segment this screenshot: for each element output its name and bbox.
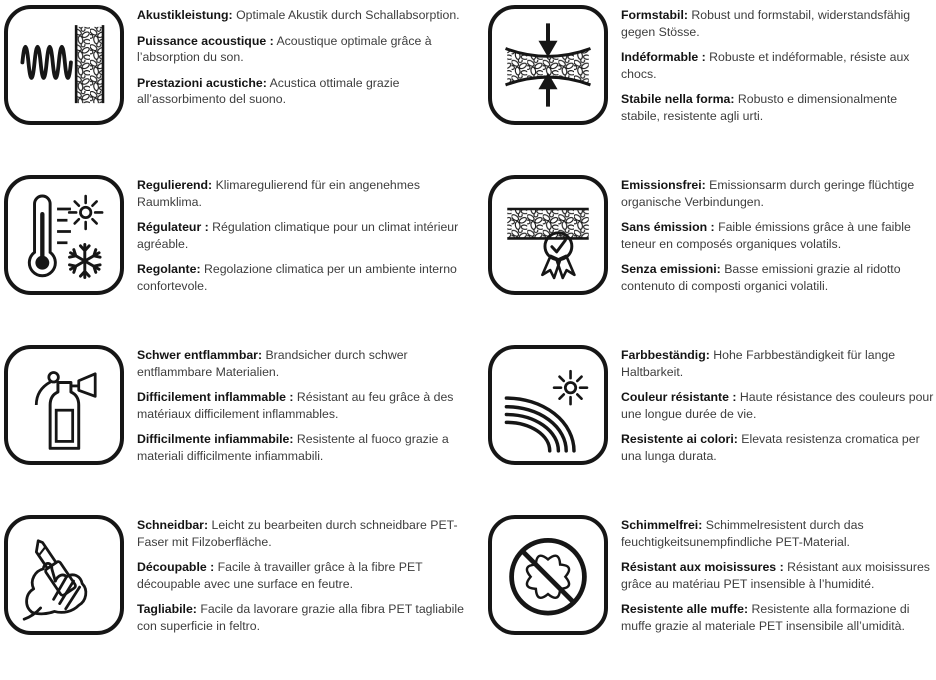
- feature-text-de: Regulierend: Klimaregulierend für ein angenehmes Raumklima.: [137, 178, 420, 209]
- feature-text-fr: Régulateur : Régulation climatique pour un climat intérieur agréable.: [137, 220, 459, 251]
- feature-label: Régulateur :: [137, 220, 209, 234]
- feature-label: Couleur résistante :: [621, 390, 737, 404]
- no-mold-icon: [488, 515, 608, 635]
- feature-card-shape-stable: [468, 0, 936, 170]
- hand-cutter-icon: [4, 515, 124, 635]
- feature-label: Sans émission :: [621, 220, 715, 234]
- feature-text-fr: Indéformable : Robuste et indéformable, résiste aux chocs.: [621, 50, 910, 81]
- feature-label: Indéformable :: [621, 50, 706, 64]
- feature-texts: [621, 175, 936, 303]
- feature-text-de: Farbbeständig: Hohe Farbbeständigkeit für lange Haltbarkeit.: [621, 348, 896, 379]
- thermometer-icon: [29, 196, 71, 276]
- feature-texts: [137, 345, 468, 473]
- sound-absorption-icon: [4, 5, 124, 125]
- feature-text-fr: Puissance acoustique : Acoustique optimale grâce à l’absorption du son.: [137, 33, 432, 64]
- feature-text-fr: Couleur résistante : Haute résistance des couleurs pour une longue durée de vie.: [621, 390, 934, 421]
- feature-card-cuttable: [0, 510, 468, 680]
- feature-text-it: Resistente ai colori: Elevata resistenza cromatica per una lunga durata.: [621, 432, 920, 463]
- fire-extinguisher-icon: [4, 345, 124, 465]
- feature-text-it: Stabile nella forma: Robusto e dimensionalmente stabile, resistente agli urti.: [621, 92, 898, 123]
- feature-label: Resistente ai colori:: [621, 432, 738, 446]
- feature-text-de: Schimmelfrei: Schimmelresistent durch das feuchtigkeitsunempfindliche PET-Material.: [621, 518, 864, 549]
- feature-label: Tagliabile:: [137, 602, 197, 616]
- sun-icon: [554, 371, 587, 404]
- feature-label: Formstabil:: [621, 8, 688, 22]
- rainbow-arcs: [506, 398, 574, 451]
- feature-text-fr: Résistant aux moisissures : Résistant aux moisissures grâce au matériau PET insensible à l’humidité.: [621, 560, 930, 591]
- feature-text-fr: Découpable : Facile à travailler grâce à la fibre PET découpable avec une surface en feutre.: [137, 560, 423, 591]
- feature-label: Regolante:: [137, 262, 201, 276]
- feature-texts: [621, 515, 936, 643]
- feature-label: Puissance acoustique :: [137, 33, 274, 48]
- feature-label: Stabile nella forma:: [621, 92, 735, 106]
- feature-text-de: Akustikleistung: Optimale Akustik durch Schallabsorption.: [137, 8, 460, 22]
- feature-texts: [137, 5, 468, 117]
- feature-card-climate: [0, 170, 468, 340]
- feature-text-it: Resistente alle muffe: Resistente alla formazione di muffe grazie al materiale PET insensibile all’umidità.: [621, 602, 910, 633]
- feature-text-fr: Difficilement inflammable : Résistant au feu grâce à des matériaux difficilement inflammables.: [137, 390, 454, 421]
- rainbow-sun-icon: [488, 345, 608, 465]
- feature-label: Resistente alle muffe:: [621, 602, 749, 616]
- feature-texts: [621, 5, 936, 133]
- feature-texts: [621, 345, 936, 473]
- compression-arrows-icon: [488, 5, 608, 125]
- feature-text-de: Schneidbar: Leicht zu bearbeiten durch schneidbare PET-Faser mit Filzoberfläche.: [137, 518, 458, 549]
- feature-text-fr: Sans émission : Faible émissions grâce à une faible teneur en composés organiques volatils.: [621, 220, 911, 251]
- certified-material-badge-icon: [488, 175, 608, 295]
- feature-card-acoustic: [0, 0, 468, 170]
- feature-label: Regulierend:: [137, 178, 213, 192]
- feature-texts: [137, 175, 468, 303]
- feature-text-it: Senza emissioni: Basse emissioni grazie al ridotto contenuto di composti organici volatili.: [621, 262, 901, 293]
- feature-text-de: Schwer entflammbar: Brandsicher durch schwer entflammbare Materialien.: [137, 348, 408, 379]
- feature-label: Prestazioni acustiche:: [137, 75, 267, 90]
- feature-text-it: Difficilmente infiammabile: Resistente al fuoco grazie a materiali difficilmente infiammabili.: [137, 432, 449, 463]
- feature-text-it: Regolante: Regolazione climatica per un ambiente interno confortevole.: [137, 262, 457, 293]
- feature-label: Résistant aux moisissures :: [621, 560, 784, 574]
- feature-label: Découpable :: [137, 560, 215, 574]
- feature-text-de: Emissionsfrei: Emissionsarm durch geringe flüchtige organische Verbindungen.: [621, 178, 915, 209]
- hand: [24, 563, 86, 619]
- feature-label: Difficilmente infiammabile:: [137, 432, 294, 446]
- feature-card-emission-free: [468, 170, 936, 340]
- sun-icon: [69, 196, 102, 229]
- feature-card-mold-free: [468, 510, 936, 680]
- feature-label: Schwer entflammbar:: [137, 348, 263, 362]
- feature-label: Schimmelfrei:: [621, 518, 703, 532]
- snowflake-icon: [68, 245, 101, 278]
- feature-card-flame-retardant: [0, 340, 468, 510]
- feature-text-it: Prestazioni acustiche: Acustica ottimale grazie all’assorbimento del suono.: [137, 75, 400, 106]
- feature-label: Farbbeständig:: [621, 348, 710, 362]
- feature-label: Schneidbar:: [137, 518, 209, 532]
- feature-label: Difficilement inflammable :: [137, 390, 294, 404]
- thermometer-sun-snowflake-icon: [4, 175, 124, 295]
- feature-card-colorfast: [468, 340, 936, 510]
- feature-text-it: Tagliabile: Facile da lavorare grazie alla fibra PET tagliabile con superficie in feltro.: [137, 602, 464, 633]
- feature-texts: [137, 515, 468, 643]
- feature-label: Emissionsfrei:: [621, 178, 706, 192]
- feature-label: Senza emissioni:: [621, 262, 721, 276]
- feature-text-de: Formstabil: Robust und formstabil, widerstandsfähig gegen Stösse.: [621, 8, 911, 39]
- feature-label: Akustikleistung:: [137, 8, 233, 22]
